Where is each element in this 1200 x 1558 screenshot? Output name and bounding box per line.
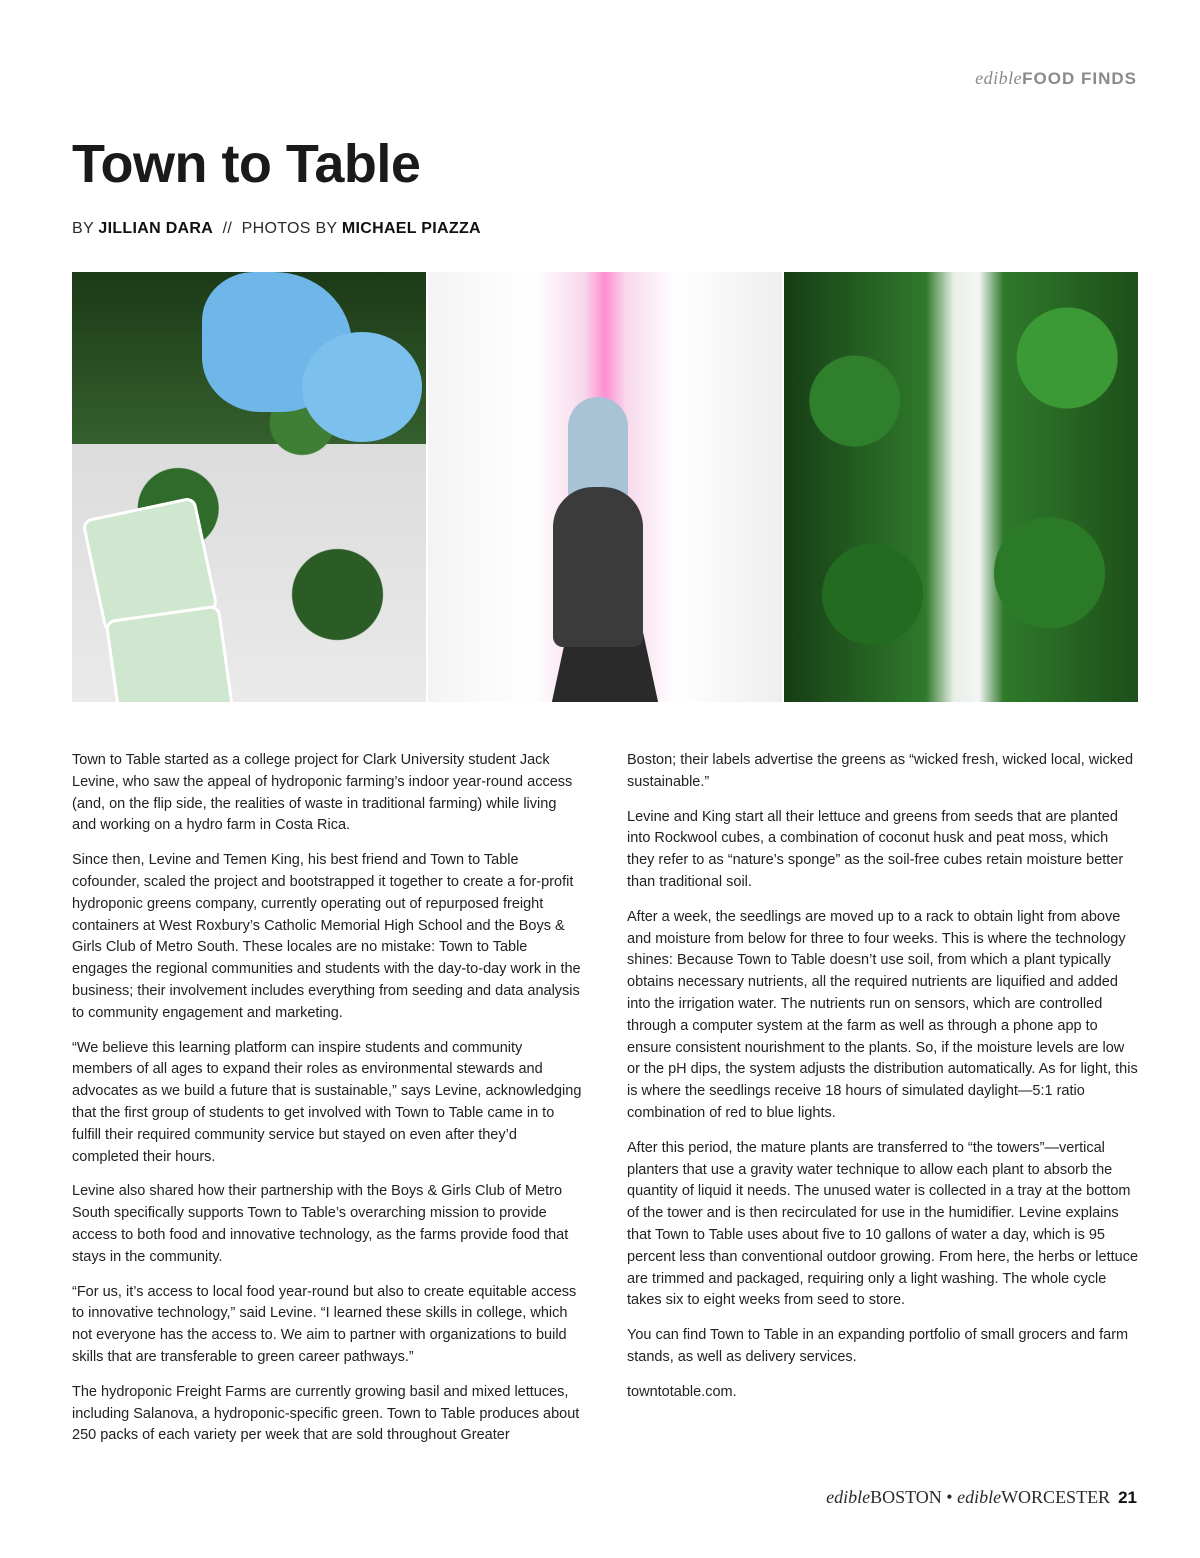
paragraph: After a week, the seedlings are moved up to a rack to obtain light from above and moisture from below for three to four weeks. This is where the technology shines: Because Town to Table doesn’t use soil, from which a plant typically obtains necessary nutrients, all the required nutrients are liquified and added into the irrigation water. The nutrients run on sensors, which are controlled through a computer system at the farm as well as through a phone app to ensure consistent nourishment to the plants. So, if the moisture levels are low or the pH dips, the system adjusts the distribution automatically. As for light, this is where the seedlings receive 18 hours of simulated daylight—5:1 ratio combination of red to blue lights. <box>627 908 1138 1121</box>
page-number: 21 <box>1118 1488 1137 1507</box>
paragraph: Since then, Levine and Temen King, his best friend and Town to Table cofounder, scaled the project and bootstrapped it together to create a for-profit hydroponic greens company, currently operating out of repurposed freight containers at West Roxbury’s Catholic Memorial High School and the Boys & Girls Club of Metro South. These locales are no mistake: Town to Table engages the regional communities and students with the day-to-day work in the business; their involvement includes everything from seeding and data analysis to community engagement and marketing. <box>72 852 581 1021</box>
byline-separator: // <box>222 220 233 237</box>
greens-package <box>104 604 235 702</box>
page-footer <box>826 1487 1137 1508</box>
body-column-right <box>627 750 1139 1417</box>
footer-brand-worcester: WORCESTER <box>1001 1487 1111 1507</box>
section-tag <box>975 68 1137 89</box>
paragraph: Boston; their labels advertise the greens as “wicked fresh, wicked local, wicked sustainable.” <box>627 752 1134 790</box>
footer-bullet: • <box>941 1487 958 1507</box>
section-name: FOOD FINDS <box>1022 69 1137 88</box>
paragraph: “We believe this learning platform can inspire students and community members of all ages to expand their roles as environmental stewards and advocates as we build a future that is sustainable,” says Levine, acknowledging that the first group of students to get involved with Town to Table came in to fulfill their required community service but stayed on even after they’d completed their hours. <box>72 1039 582 1165</box>
paragraph: The hydroponic Freight Farms are currently growing basil and mixed lettuces, including Salanova, a hydroponic-specific green. Town to Table produces about 250 packs of each variety per week that are sold throughout Greater <box>72 1383 580 1444</box>
photographer-name: MICHAEL PIAZZA <box>341 220 481 237</box>
photo-vertical-towers <box>784 272 1138 702</box>
section-edible: edible <box>975 68 1023 88</box>
photo-strip <box>72 272 1138 702</box>
paragraph: After this period, the mature plants are transferred to “the towers”—vertical planters that use a gravity water technique to allow each plant to absorb the quantity of liquid it needs. The unused water is collected in a tray at the bottom of the tower and is then recirculated for use in the humidifier. Levine explains that Town to Table uses about five to 10 gallons of water a day, which is 95 percent less than conventional outdoor growing. From here, the herbs or lettuce are trimmed and packaged, requiring only a light washing. The whole cycle takes six to eight weeks from seed to store. <box>627 1139 1139 1309</box>
by-label: BY <box>72 220 94 237</box>
footer-edible: edible <box>957 1487 1002 1507</box>
body-column-left <box>72 750 584 1460</box>
paragraph: Town to Table started as a college project for Clark University student Jack Levine, who saw the appeal of hydroponic farming’s indoor year-round access (and, on the flip side, the realities of waste in traditional farming) while living and working on a hydro farm in Costa Rica. <box>72 752 573 834</box>
paragraph: You can find Town to Table in an expanding portfolio of small grocers and farm stands, as well as delivery services. <box>627 1327 1129 1365</box>
photo-basil-trimming <box>72 272 426 702</box>
byline <box>72 220 481 238</box>
footer-brand-boston: BOSTON <box>870 1487 942 1507</box>
website-link[interactable]: towntotable.com. <box>627 1383 737 1400</box>
footer-edible: edible <box>826 1487 871 1507</box>
glove-shape <box>302 332 422 442</box>
paragraph: Levine also shared how their partnership with the Boys & Girls Club of Metro South specifically supports Town to Table’s overarching mission to provide access to both food and innovative technology, as the farms provide food that stays in the community. <box>72 1183 569 1265</box>
photo-founders-container <box>428 272 782 702</box>
person-crouching <box>553 487 643 647</box>
paragraph: “For us, it’s access to local food year-round but also to create equitable access to innovative technology,” said Levine. “I learned these skills in college, which not everyone has the access to. We aim to partner with organizations to build skills that are transferable to green career pathways.” <box>72 1283 577 1365</box>
paragraph: Levine and King start all their lettuce and greens from seeds that are planted into Rockwool cubes, a combination of coconut husk and peat moss, which they refer to as “nature’s sponge” as the soil-free cubes retain moisture better than traditional soil. <box>627 808 1124 890</box>
author-name: JILLIAN DARA <box>98 220 214 237</box>
article-title: Town to Table <box>72 134 421 194</box>
photos-label: PHOTOS BY <box>241 220 338 237</box>
